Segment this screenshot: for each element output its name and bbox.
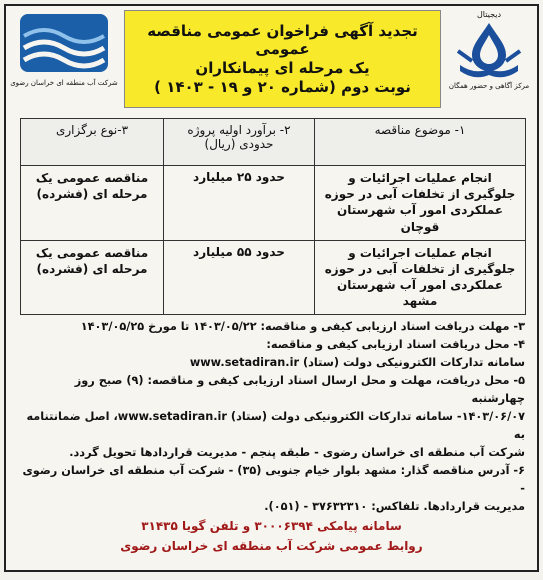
submission-info-2 <box>18 408 525 444</box>
docs-location: ۴- محل دریافت اسناد ارزیابی کیفی و مناقصه: <box>266 338 525 351</box>
water-waves-icon <box>14 8 114 78</box>
submission-info: ۵- محل دریافت، مهلت و محل ارسال اسناد ارزیابی کیفی و مناقصه: (۹) صبح روز چهارشنبه <box>74 374 525 405</box>
notice-title-line3: نوبت دوم (شماره ۲۰ و ۱۹ - ۱۴۰۳ ) <box>154 77 411 96</box>
table-row <box>21 240 526 315</box>
guarantee-text: ، اصل ضمانتنامه به <box>26 410 525 441</box>
notice-footer <box>6 516 537 556</box>
water-drop-icon <box>454 19 524 81</box>
docs-system <box>18 354 525 372</box>
row-subject: انجام عملیات اجرائیات و جلوگیری از تخلفات آبی در حوزه عملکردی امور آب شهرستان مشهد <box>315 240 526 315</box>
notice-title-box <box>124 10 441 108</box>
address-info: ۶- آدرس مناقصه گذار: مشهد بلوار خیام جنوبی (۳۵) - شرکت آب منطقه ای خراسان رضوی - <box>22 464 525 495</box>
company-logo-caption: شرکت آب منطقه ای خراسان رضوی <box>10 79 118 87</box>
table-header-row <box>21 119 526 166</box>
notice-title-line2: یک مرحله ای پیمانکاران <box>195 59 370 77</box>
notice-page <box>4 4 539 572</box>
setadiran-link[interactable]: www.setadiran.ir <box>117 410 227 423</box>
notice-title-line1: تجدید آگهی فراخوان عمومی مناقصه عمومی <box>147 21 418 59</box>
row-estimate: حدود ۵۵ میلیارد <box>164 240 315 315</box>
public-relations-line: روابط عمومی شرکت آب منطقه ای خراسان رضوی <box>120 539 423 553</box>
submission-date: ۱۴۰۳/۰۶/۰۷- سامانه تدارکات الکترونیکی دولت (ستاد) <box>230 410 525 423</box>
org-logo-caption: مرکز آگاهی و حضور همگان <box>448 82 530 90</box>
org-logo-top-text: دیجیتال <box>476 10 502 19</box>
row-type: مناقصه عمومی یک مرحله ای (فشرده) <box>21 166 164 241</box>
deadline-docs: ۳- مهلت دریافت اسناد ارزیابی کیفی و مناقصه: ۱۴۰۳/۰۵/۲۲ تا مورخ ۱۴۰۳/۰۵/۲۵ <box>80 320 525 333</box>
contracts-phone: مدیریت قراردادها. تلفاکس: ۳۷۶۳۲۳۱۰ - (۰۵۱). <box>264 500 525 513</box>
table-row <box>21 166 526 241</box>
row-type: مناقصه عمومی یک مرحله ای (فشرده) <box>21 240 164 315</box>
tender-table <box>20 118 526 315</box>
org-logo <box>445 8 533 108</box>
col-header-estimate: ۲- برآورد اولیه پروژه حدودی (ریال) <box>164 119 315 166</box>
delivery-info: شرکت آب منطقه ای خراسان رضوی - طبقه پنجم - مدیریت قراردادها تحویل گردد. <box>69 446 525 459</box>
company-logo <box>10 8 118 108</box>
notice-body <box>18 318 525 516</box>
row-subject: انجام عملیات اجرائیات و جلوگیری از تخلفات آبی در حوزه عملکردی امور آب شهرستان قوچان <box>315 166 526 241</box>
docs-system-text: سامانه تدارکات الکترونیکی دولت (ستاد) <box>302 356 525 369</box>
col-header-subject: ۱- موضوع مناقصه <box>315 119 526 166</box>
notice-header <box>6 6 537 112</box>
row-estimate: حدود ۲۵ میلیارد <box>164 166 315 241</box>
col-header-type: ۳-نوع برگزاری <box>21 119 164 166</box>
setadiran-link[interactable]: www.setadiran.ir <box>189 356 300 369</box>
sms-phone-line: سامانه پیامکی ۳۰۰۰۶۳۹۴ و تلفن گویا ۳۱۴۳۵ <box>141 519 402 533</box>
